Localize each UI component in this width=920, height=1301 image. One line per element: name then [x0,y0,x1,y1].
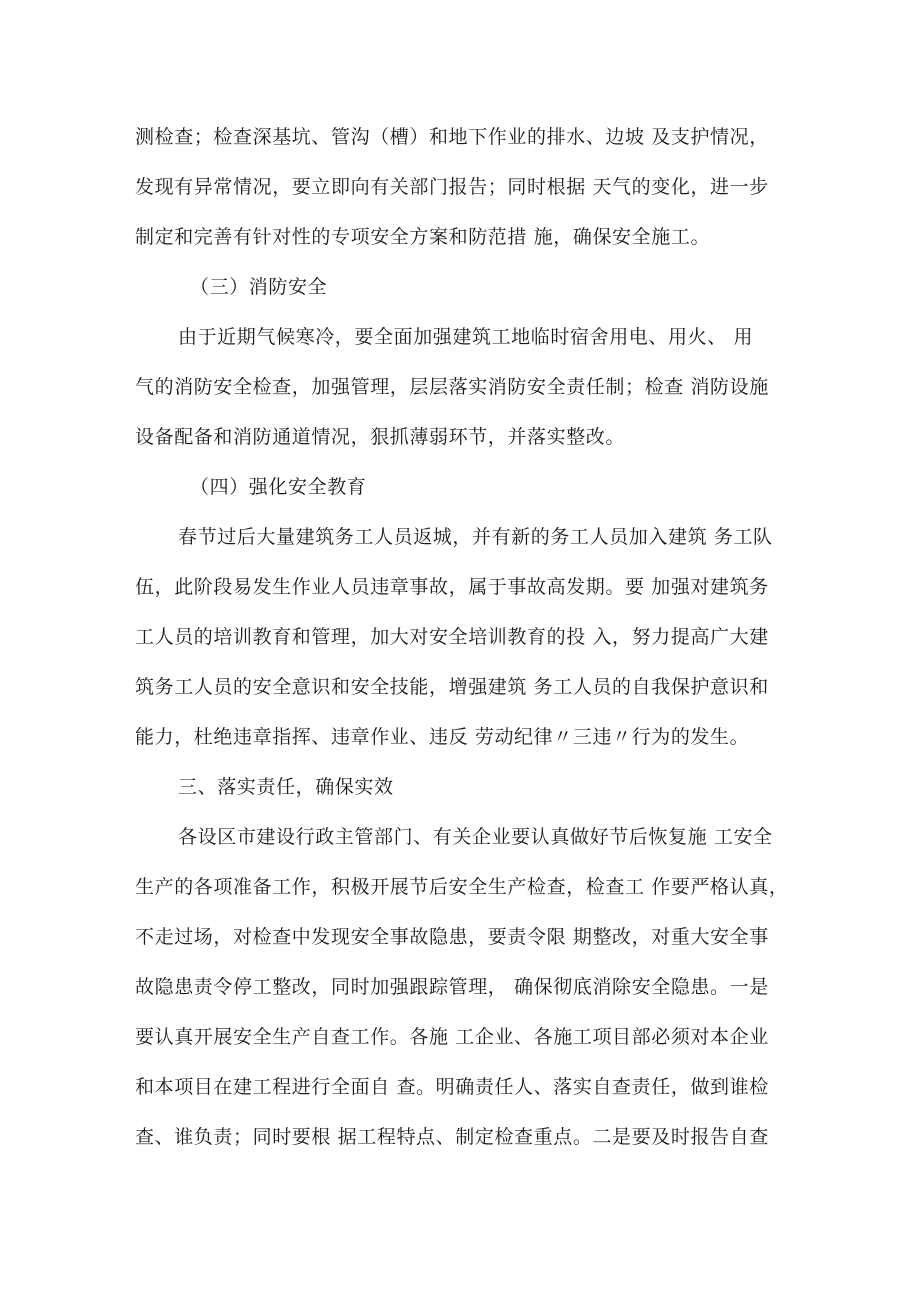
text-line-19: 要认真开展安全生产自查工作。各施 工企业、各施工项目部必须对本企业 [135,1026,769,1048]
section-heading-safety-education: （四）强化安全教育 [190,476,367,498]
text-line-15: 各设区市建设行政主管部门、有关企业要认真做好节后恢复施 工安全 [178,826,773,848]
section-heading-responsibility: 三、落实责任，确保实效 [178,776,394,798]
text-line-3: 制定和完善有针对性的专项安全方案和防范措 施，确保安全施工。 [135,226,711,248]
text-line-9: 春节过后大量建筑务工人员返城，并有新的务工人员加入建筑 务工队 [178,526,773,548]
text-line-2: 发现有异常情况，要立即向有关部门报告；同时根据 天气的变化，进一步 [135,176,769,198]
text-line-6: 气的消防安全检查，加强管理，层层落实消防安全责任制；检查 消防设施 [135,376,769,398]
text-line-18: 故隐患责令停工整改，同时加强跟踪管理， 确保彻底消除安全隐患。一是 [135,976,769,998]
text-line-7: 设备配备和消防通道情况，狠抓薄弱环节，并落实整改。 [135,426,626,448]
text-line-20: 和本项目在建工程进行全面自 查。明确责任人、落实自查责任，做到谁检 [135,1076,769,1098]
text-line-10: 伍，此阶段易发生作业人员违章事故，属于事故高发期。要 加强对建筑务 [135,576,769,598]
text-line-12: 筑务工人员的安全意识和安全技能，增强建筑 务工人员的自我保护意识和 [135,676,769,698]
text-line-17: 不走过场，对检查中发现安全事故隐患，要责令限 期整改，对重大安全事 [135,926,769,948]
text-line-16: 生产的各项准备工作，积极开展节后安全生产检查，检查工 作要严格认真， [135,876,789,898]
text-line-5: 由于近期气候寒冷，要全面加强建筑工地临时宿舍用电、用火、 用 [178,326,754,348]
text-line-1: 测检查；检查深基坑、管沟（槽）和地下作业的排水、边坡 及支护情况， [135,126,769,148]
text-line-21: 查、谁负责；同时要根 据工程特点、制定检查重点。二是要及时报告自查 [135,1126,769,1148]
text-line-11: 工人员的培训教育和管理，加大对安全培训教育的投 入，努力提高广大建 [135,626,769,648]
section-heading-fire-safety: （三）消防安全 [190,276,328,298]
text-line-13: 能力，杜绝违章指挥、违章作业、违反 劳动纪律〃三违〃行为的发生。 [135,726,750,748]
